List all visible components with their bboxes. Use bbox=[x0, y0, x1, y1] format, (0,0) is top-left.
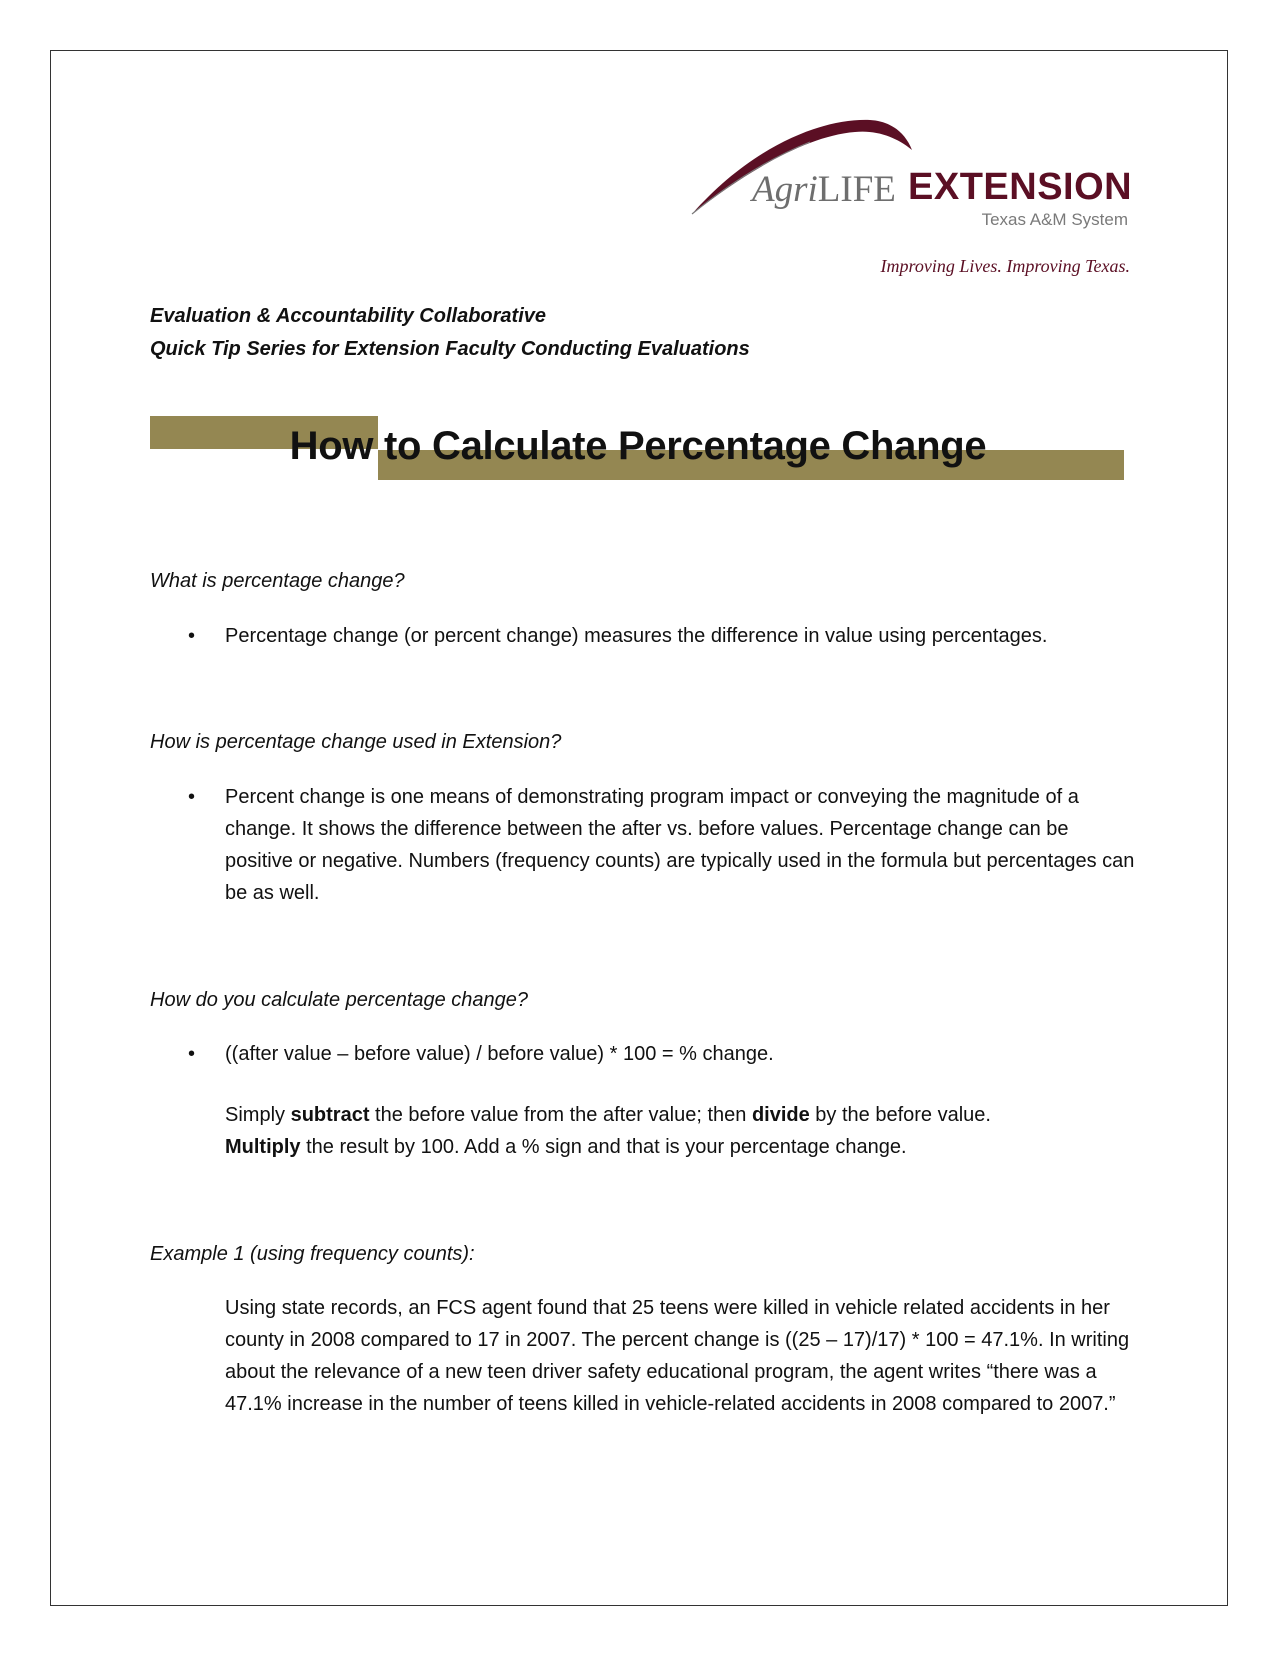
agrilife-logo bbox=[690, 118, 1133, 288]
page-title: How to Calculate Percentage Change bbox=[289, 424, 987, 468]
series-line-2: Quick Tip Series for Extension Faculty Conducting Evaluations bbox=[150, 338, 750, 360]
calc-divide: divide bbox=[751, 1104, 810, 1126]
logo-life: LIFE bbox=[817, 169, 896, 210]
bullet-what: • bbox=[188, 625, 196, 647]
calc-instructions bbox=[225, 1099, 1135, 1163]
logo-extension-text: EXTENSION bbox=[908, 166, 1133, 208]
calc-subtract: subtract bbox=[290, 1104, 370, 1126]
logo-agri: Agri bbox=[752, 169, 818, 210]
example-1-heading: Example 1 (using frequency counts): bbox=[150, 1243, 475, 1265]
calc-mid-2: by the before value. bbox=[809, 1104, 991, 1126]
formula: ((after value – before value) / before value) * 100 = % change. bbox=[225, 1043, 774, 1065]
series-line-1: Evaluation & Accountability Collaborative bbox=[150, 305, 546, 327]
answer-what: Percentage change (or percent change) measures the difference in value using percentages. bbox=[225, 625, 1048, 647]
calc-mid-1: the before value from the after value; then bbox=[369, 1104, 752, 1126]
question-what: What is percentage change? bbox=[150, 570, 405, 592]
calc-simply: Simply bbox=[225, 1104, 291, 1126]
calc-multiply: Multiply bbox=[225, 1136, 301, 1158]
logo-agrilife-text bbox=[752, 168, 896, 211]
question-how-calc: How do you calculate percentage change? bbox=[150, 989, 529, 1011]
example-1-text: Using state records, an FCS agent found that 25 teens were killed in vehicle related accidents in her county in 2008 compared to 17 in 2007. The percent change is ((25 – 17)/17) * 100 = 47.1%. In writing about the relevance of a new teen driver safety educational program, the agent writes “there was a 47.1% increase in the number of teens killed in vehicle-related accidents in 2008 compared to 2007.” bbox=[225, 1297, 1130, 1415]
question-how-used: How is percentage change used in Extension? bbox=[150, 731, 562, 753]
series-header bbox=[150, 300, 750, 366]
logo-system-text: Texas A&M System bbox=[981, 210, 1128, 229]
answer-how-used: Percent change is one means of demonstrating program impact or conveying the magnitude of a change. It shows the difference between the after vs. before values. Percentage change can be positive or negative. Numbers (frequency counts) are typically used in the formula but percentages can be as well. bbox=[225, 786, 1135, 904]
logo-tagline: Improving Lives. Improving Texas. bbox=[880, 256, 1130, 276]
bullet-how-used: • bbox=[188, 786, 196, 808]
calc-mid-3: the result by 100. Add a % sign and that is your percentage change. bbox=[300, 1136, 907, 1158]
bullet-how-calc: • bbox=[188, 1043, 196, 1065]
